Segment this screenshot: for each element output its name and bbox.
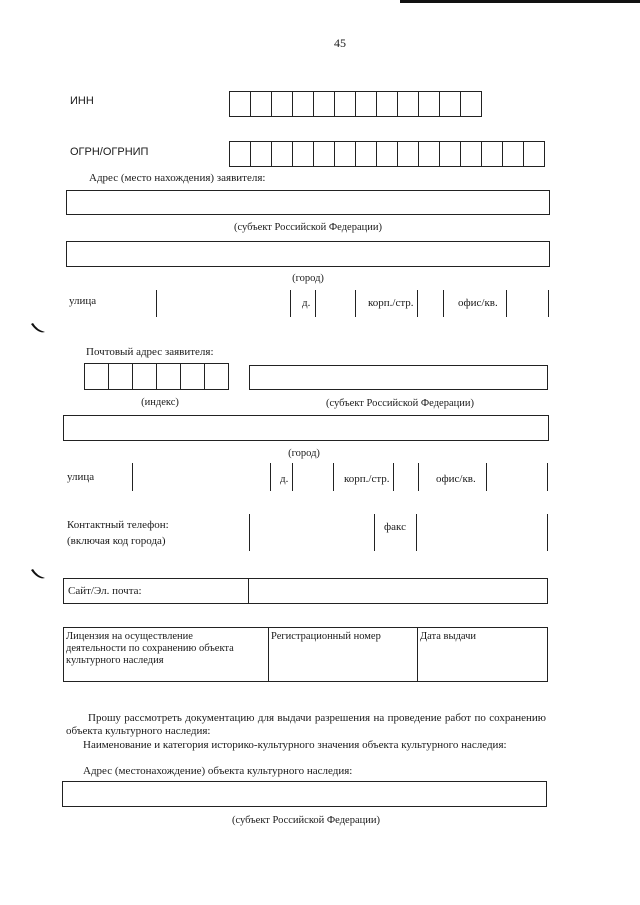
punch-hole-mark bbox=[30, 568, 46, 580]
postal-building-label: корп./стр. bbox=[344, 473, 390, 485]
address-office-label: офис/кв. bbox=[458, 297, 498, 309]
postal-building-input[interactable] bbox=[393, 463, 394, 491]
ogrn-digit-cell[interactable] bbox=[250, 141, 272, 167]
postal-office-label: офис/кв. bbox=[436, 473, 476, 485]
postal-index-digit-cell[interactable] bbox=[84, 363, 109, 390]
postal-house-input[interactable] bbox=[292, 463, 293, 491]
license-table bbox=[63, 627, 548, 682]
postal-building-left-border bbox=[333, 463, 334, 491]
inn-digit-cell[interactable] bbox=[376, 91, 398, 117]
postal-subject-caption: (субъект Российской Федерации) bbox=[326, 398, 474, 409]
address-row-right-border bbox=[548, 290, 549, 317]
postal-index-caption: (индекс) bbox=[141, 397, 179, 408]
address-house-label: д. bbox=[302, 297, 311, 309]
license-label-line3: культурного наследия bbox=[66, 655, 164, 666]
license-label-line1: Лицензия на осуществление bbox=[66, 631, 193, 642]
postal-office-left-border bbox=[418, 463, 419, 491]
inn-digit-cell[interactable] bbox=[334, 91, 356, 117]
inn-digit-cell[interactable] bbox=[271, 91, 293, 117]
postal-row-right-border bbox=[547, 463, 548, 491]
postal-street-input[interactable] bbox=[132, 463, 133, 491]
ogrn-digit-cell[interactable] bbox=[271, 141, 293, 167]
address-office-input[interactable] bbox=[506, 290, 507, 317]
object-address-caption: (субъект Российской Федерации) bbox=[232, 815, 380, 826]
inn-digit-cell[interactable] bbox=[397, 91, 419, 117]
postal-subject-input[interactable] bbox=[249, 365, 548, 390]
postal-index-digit-cell[interactable] bbox=[180, 363, 205, 390]
postal-heading: Почтовый адрес заявителя: bbox=[86, 346, 214, 358]
address-office-left-border bbox=[443, 290, 444, 317]
inn-digit-cell[interactable] bbox=[250, 91, 272, 117]
address-city-input[interactable] bbox=[66, 241, 550, 267]
inn-digit-cell[interactable] bbox=[292, 91, 314, 117]
postal-index-digit-cell[interactable] bbox=[156, 363, 181, 390]
ogrn-digit-cell[interactable] bbox=[292, 141, 314, 167]
postal-index-digit-cell[interactable] bbox=[132, 363, 157, 390]
inn-digit-cell[interactable] bbox=[355, 91, 377, 117]
ogrn-digit-cell[interactable] bbox=[376, 141, 398, 167]
object-name-heading: Наименование и категория историко-культурного значения объекта культурного наследия: bbox=[83, 739, 507, 751]
inn-digit-cell[interactable] bbox=[418, 91, 440, 117]
request-paragraph: Прошу рассмотреть документацию для выдачи разрешения на проведение работ по сохранению объекта культурного наследия: bbox=[66, 712, 546, 737]
address-city-caption: (город) bbox=[292, 273, 324, 284]
ogrn-digit-cell[interactable] bbox=[355, 141, 377, 167]
address-street-label: улица bbox=[69, 295, 97, 307]
license-label-line2: деятельности по сохранению объекта bbox=[66, 643, 234, 654]
fax-label: факс bbox=[384, 521, 406, 533]
postal-city-input[interactable] bbox=[63, 415, 549, 441]
page-number: 45 bbox=[334, 36, 346, 50]
ogrn-digit-cell[interactable] bbox=[334, 141, 356, 167]
postal-street-label: улица bbox=[67, 471, 95, 483]
postal-house-label: д. bbox=[280, 473, 289, 485]
address-subject-input[interactable] bbox=[66, 190, 550, 215]
phone-input[interactable] bbox=[249, 514, 250, 551]
fax-input[interactable] bbox=[416, 514, 417, 551]
ogrn-digit-cell[interactable] bbox=[418, 141, 440, 167]
site-email-divider bbox=[248, 578, 249, 604]
issue-date-cell[interactable] bbox=[418, 628, 548, 682]
postal-index-digit-cell[interactable] bbox=[108, 363, 133, 390]
inn-label: ИНН bbox=[70, 95, 94, 107]
license-label-cell bbox=[64, 628, 269, 682]
ogrn-digit-cell[interactable] bbox=[460, 141, 482, 167]
address-heading: Адрес (место нахождения) заявителя: bbox=[89, 172, 266, 184]
ogrn-digit-cell[interactable] bbox=[229, 141, 251, 167]
ogrn-digit-cell[interactable] bbox=[313, 141, 335, 167]
ogrn-label: ОГРН/ОГРНИП bbox=[70, 146, 149, 158]
fax-left-border bbox=[374, 514, 375, 551]
punch-hole-mark bbox=[30, 322, 46, 334]
ogrn-digit-cell[interactable] bbox=[397, 141, 419, 167]
inn-digit-cell[interactable] bbox=[313, 91, 335, 117]
postal-city-caption: (город) bbox=[288, 448, 320, 459]
ogrn-digit-cell[interactable] bbox=[481, 141, 503, 167]
inn-digit-cell[interactable] bbox=[229, 91, 251, 117]
object-address-input[interactable] bbox=[62, 781, 547, 807]
address-house-input[interactable] bbox=[315, 290, 316, 317]
address-building-label: корп./стр. bbox=[368, 297, 414, 309]
issue-date-label: Дата выдачи bbox=[420, 631, 477, 642]
phone-label-line1: Контактный телефон: bbox=[67, 519, 169, 531]
ogrn-digit-cell[interactable] bbox=[523, 141, 545, 167]
ogrn-digit-cell[interactable] bbox=[439, 141, 461, 167]
scan-top-edge-line bbox=[400, 0, 640, 3]
address-street-input[interactable] bbox=[156, 290, 157, 317]
ogrn-digit-cell[interactable] bbox=[502, 141, 524, 167]
postal-index-digit-cell[interactable] bbox=[204, 363, 229, 390]
registration-number-label: Регистрационный номер bbox=[271, 631, 381, 642]
inn-digit-cell[interactable] bbox=[460, 91, 482, 117]
address-building-left-border bbox=[355, 290, 356, 317]
address-building-input[interactable] bbox=[417, 290, 418, 317]
registration-number-cell[interactable] bbox=[269, 628, 418, 682]
phone-label-line2: (включая код города) bbox=[67, 535, 166, 547]
contact-row-right-border bbox=[547, 514, 548, 551]
postal-house-left-border bbox=[270, 463, 271, 491]
address-subject-caption: (субъект Российской Федерации) bbox=[234, 222, 382, 233]
address-house-left-border bbox=[290, 290, 291, 317]
postal-office-input[interactable] bbox=[486, 463, 487, 491]
inn-digit-cell[interactable] bbox=[439, 91, 461, 117]
object-address-heading: Адрес (местонахождение) объекта культурного наследия: bbox=[83, 765, 353, 777]
site-email-label: Сайт/Эл. почта: bbox=[68, 585, 142, 597]
